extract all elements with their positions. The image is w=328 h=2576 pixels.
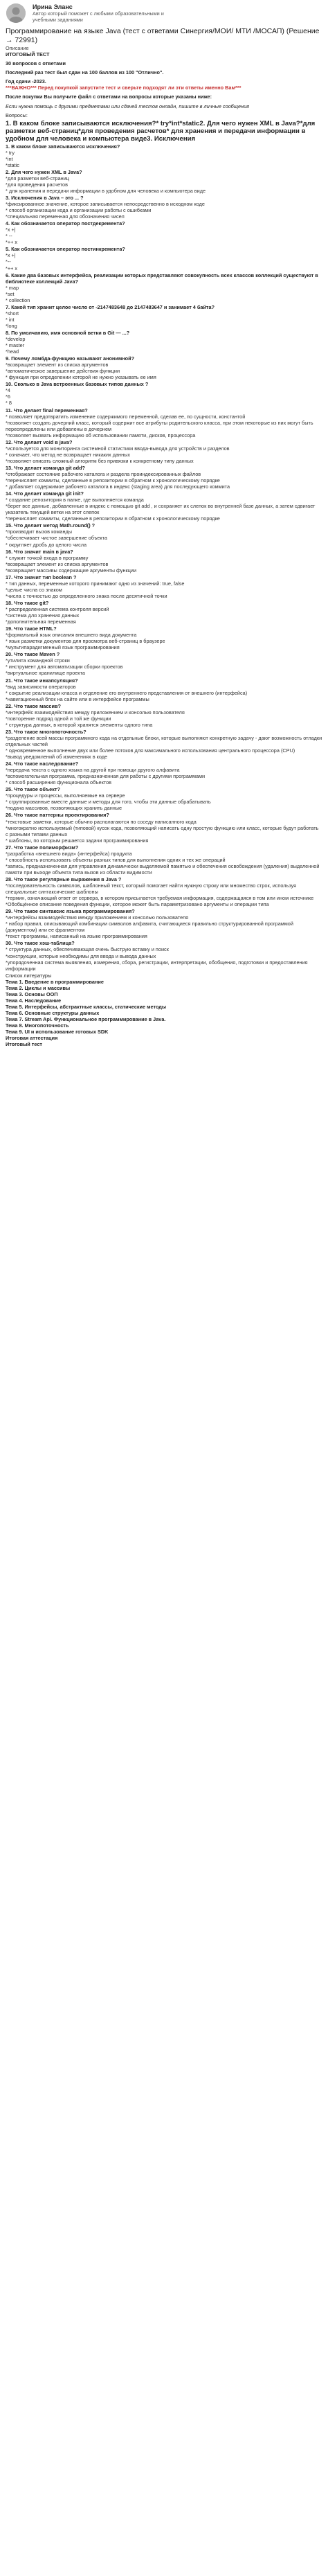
question-item (6, 439, 322, 464)
author-name[interactable]: Ирина Эланс (33, 3, 73, 10)
answer-option: * -- (6, 233, 12, 240)
topic-item: Тема 5. Интерфейсы, абстрактные классы, статические методы (6, 1003, 167, 1010)
topic-item: Тема 6. Основные структуры данных (6, 1009, 100, 1016)
description-label: Описание (6, 45, 29, 52)
final-test-heading: ИТОГОВЫЙ ТЕСТ (6, 51, 50, 58)
question-item (6, 195, 322, 220)
question-text: 10. Сколько в Java встроенных базовых типов данных ? (6, 381, 149, 388)
questions-count: 30 вопросов с ответами (6, 60, 66, 67)
answer-option: * для хранения и передачи информации в удобном для человека и компьютера виде (6, 187, 206, 194)
answer-option: *вид зависимости операторов (6, 683, 76, 690)
answer-option: *система для хранения данных (6, 612, 80, 619)
answer-option: * распределенная система контроля версий (6, 605, 109, 612)
question-item (6, 651, 322, 676)
answer-option: * map (6, 284, 19, 291)
answer-option: *возвращает элемент из списка аргументов (6, 560, 109, 567)
answer-option: *x +| (6, 226, 16, 233)
question-text: 28. Что такое регулярные выражения в Java ? (6, 876, 122, 882)
answer-option: *позволяет описать сложный алгоритм без привязки к конкретному типу данных (6, 457, 194, 464)
answer-option: * тип данных, переменные которого принимают одно из значений: true, false (6, 580, 185, 587)
answer-option: *текстовые заметки, которые обычно располагаются по соседу написанного кода (6, 818, 197, 825)
question-item (6, 381, 322, 406)
answer-option: *виртуальное хранилище проекта (6, 670, 85, 677)
answer-option: * int (6, 316, 15, 323)
topic-item: Итоговый тест (6, 1041, 42, 1048)
topic-item: Тема 4. Наследование (6, 997, 62, 1004)
answer-option: *фиксированное значение, которое записывается непосредственно в исходном коде (6, 201, 205, 208)
question-text: 9. Почему лямбда-функцию называют анонимной? (6, 355, 135, 362)
last-score: Последний раз тест был сдан на 100 баллов из 100 "Отлично". (6, 69, 164, 76)
answer-option: * способ расширения функционала объектов (6, 779, 112, 786)
answer-option: *разделение всей массы программного кода на отдельные блоки, которые выполняют конкретную задачу - дают возможность отладки отдельных частей (6, 734, 322, 747)
question-text: 13. Что делает команда git add? (6, 464, 85, 471)
question-text: 29. Что такое синтаксис языка программирования? (6, 908, 135, 915)
answer-option: * способ организации кода и организации работы с ошибками (6, 207, 152, 214)
question-item (6, 812, 322, 843)
answer-option: *set (6, 290, 15, 297)
questions-label: Вопросы: (6, 112, 28, 118)
answer-option: *отображает состояние рабочего каталога и раздела проиндексированных файлов (6, 471, 201, 477)
answer-option: * сгруппированные вместе данные и методы для того, чтобы эти данные обрабатывать (6, 799, 211, 806)
answer-option: * шаблоны, по которым решается задачи программирования (6, 837, 149, 844)
question-item (6, 786, 322, 811)
question-item (6, 272, 322, 303)
topic-item: Тема 9. UI и использование готовых SDK (6, 1029, 109, 1036)
topic-item: Итоговая аттестация (6, 1035, 58, 1042)
answer-option: *6 (6, 393, 10, 400)
answer-option: *целые числа со знаком (6, 586, 62, 593)
question-text: 16. Что значит main в java? (6, 548, 73, 555)
note: Если нужна помощь с другими предметами или сдачей тестов онлайн, пишите в личные сообщения (6, 103, 250, 109)
answer-option: *последовательность символов, шаблонный текст, который помогает найти нужную строку или множество строк, используя специальные синтаксические шаблоны (6, 882, 297, 896)
product-title: Программирование на языке Java (тест с ответами Синергия/МОИ/ МТИ /МОСАП) (Решение → 72991) (6, 27, 320, 44)
answer-option: *термин, означающий ответ от сервера, в котором присылается требуемая информация, содержащаяся в том или ином источнике (6, 895, 314, 902)
question-item (6, 246, 322, 271)
question-text: 1. В каком блоке записываются исключения? (6, 143, 120, 150)
topic-item: Тема 1. Введение в программирование (6, 978, 104, 985)
answer-option: *конструкции, которые необходимы для ввода и вывода данных (6, 952, 156, 959)
answer-option: *int (6, 155, 13, 162)
question-item (6, 625, 322, 650)
answer-option: * функция при определении которой не нужно указывать ее имя (6, 374, 156, 381)
warning: ***ВАЖНО*** Перед покупкой запустите тест и сверьте подходят ли эти ответы именно Вам*** (6, 85, 242, 91)
answer-option: *запись, предназначенная для управления динамически выделяемой памятью и обеспечения освобождения (удаления) выделенной памяти при выходе объекта типа вызов из области видимости (6, 862, 320, 876)
question-item (6, 844, 322, 876)
answer-option: *для разметки веб-страниц (6, 175, 69, 181)
question-item (6, 876, 322, 907)
answer-option: * добавляет содержимое рабочего каталога в индекс (staging area) для последующего коммита (6, 483, 230, 490)
question-text: 20. Что такое Maven ? (6, 651, 60, 658)
topic-item: Тема 7. Stream Api. Функциональное программирование в Java. (6, 1015, 166, 1022)
answer-option: *используется для мониторинга системной статистики ввода-вывода для устройств и разделов (6, 445, 230, 452)
answer-option: *для проведения расчетов (6, 181, 68, 188)
question-item (6, 330, 322, 355)
answer-option: *числа с точностью до определенного знака после десятичной точки (6, 592, 167, 599)
answer-option: * 8 (6, 400, 12, 407)
answer-option: *4 (6, 387, 10, 394)
question-text: 5. Как обозначается оператор постинкремента? (6, 246, 125, 253)
answer-option: *интерфейс взаимодействия между приложением и консолью пользователя (6, 709, 185, 716)
answer-option: *мультипарадигменный язык программирования (6, 644, 120, 651)
question-item (6, 729, 322, 760)
answer-option: *упорядоченная система выявления, измерения, сбора, регистрации, интерпретации, обобщения, подготовки и предоставления информации (6, 959, 308, 972)
answer-option: * способность использовать объекты разных типов для выполнения одних и тех же операций (6, 856, 226, 863)
question-item (6, 940, 322, 971)
answer-option: *дополнительная переменная (6, 619, 76, 625)
question-item (6, 304, 322, 329)
topic-item: Тема 2. Циклы и массивы (6, 984, 71, 991)
lectures-label: Список литературы (6, 972, 52, 979)
answer-option: * try (6, 149, 15, 156)
question-item (6, 761, 322, 785)
answer-option: * master (6, 342, 25, 349)
answer-option: * округляет дробь до целого числа (6, 541, 87, 548)
answer-option: *long (6, 322, 17, 329)
answer-option: *возвращает элемент из списка аргументов (6, 362, 109, 368)
question-text: 27. Что такое полиморфизм? (6, 844, 79, 851)
answer-option: *позволяет вызвать информацию об использовании памяти, дисков, процессора (6, 432, 196, 438)
question-text: 15. Что делает метод Math.round() ? (6, 522, 95, 529)
question-text: 3. Исключения в Java – это ... ? (6, 194, 84, 201)
summary-line: 1. В каком блоке записываются исключения?* try*int*static2. Для чего нужен XML в Java?*для разметки веб-страниц*для проведения расчетов* для хранения и передачи информации в удобном для человека и компьютера виде3. Исключения (6, 119, 316, 143)
answer-option: *интерфейсы взаимодействия между приложением и консолью пользователя (6, 914, 189, 921)
answer-option: *перечисляет коммиты, сделанные в репозитории в обратном к хронологическому порядке (6, 477, 220, 484)
answer-option: *вывод уведомлений об изменениях в коде (6, 754, 108, 761)
question-item (6, 220, 322, 245)
answer-option: *текст программы, написанный на языке программирования (6, 933, 147, 940)
answer-option: *берет все данные, добавленные в индекс с помощью git add , и сохраняет их слепок во внутренней базе данных, а затем сдвигает указатель текущей ветки на этот слепок (6, 503, 316, 516)
answer-option: * позволяет предотвратить изменение содержимого переменной, сделав ее, по сущности, константой (6, 413, 246, 420)
avatar-icon[interactable] (6, 3, 26, 23)
answer-option: *передача текста с одного языка на другой при помощи другого алфавита (6, 767, 180, 774)
answer-option: *++ x (6, 265, 18, 272)
answer-option: *навигационный блок на сайте или в интерфейсе программы (6, 695, 149, 702)
answer-option: *static (6, 161, 19, 168)
question-item (6, 465, 322, 490)
answer-option: *производит вызов команды (6, 528, 73, 535)
author-description: Автор который поможет с любыми образовательными и учебными заданиями (33, 10, 164, 23)
answer-option: *x +| (6, 252, 16, 259)
question-item (6, 703, 322, 728)
answer-option: *-- (6, 258, 11, 265)
answer-option: *специальная переменная для обозначения чисел (6, 213, 125, 220)
question-text: 30. Что такое хэш-таблица? (6, 940, 75, 947)
answer-option: *возвращает массивы содержащие аргументы функции (6, 567, 137, 574)
question-item (6, 908, 322, 939)
question-text: 11. Что делает final переменная? (6, 407, 88, 414)
question-text: 26. Что такое паттерны проектирования? (6, 812, 109, 819)
answer-option: *процедуры и процессы, выполняемые на сервере (6, 792, 125, 799)
question-text: 17. Что значит тип boolean ? (6, 574, 77, 580)
person-silhouette-icon (6, 3, 26, 23)
question-text: 19. Что такое HTML? (6, 625, 57, 632)
question-item (6, 143, 322, 168)
question-item (6, 490, 322, 522)
answer-option: * структура данных, обеспечивающая очень быструю вставку и поиск (6, 946, 169, 953)
question-text: 6. Какие два базовых интерфейса, реализации которых представляют совокупность всех классов коллекций существуют в библиотеке коллекций Java? (6, 272, 318, 285)
question-text: 12. Что делает void в java? (6, 438, 73, 445)
answer-option: *позволяет создать дочерний класс, который содержит все атрибуты родительского класса, при этом некоторые из них могут быть переопределены или добавлены в дочернем (6, 419, 313, 432)
answer-option: * одновременное выполнение двух или более потоков для максимального использования центрального процессора (CPU) (6, 747, 295, 754)
question-text: 21. Что такое инкапсуляция? (6, 677, 78, 684)
answer-option: * инструмент для автоматизации сборки проектов (6, 664, 123, 670)
topic-item: Тема 3. Основы ООП (6, 991, 58, 997)
answer-option: * структура данных, в которой хранятся элементы одного типа (6, 721, 153, 728)
answer-option: *утилита командной строки (6, 657, 70, 664)
answer-option: *develop (6, 336, 26, 343)
question-text: 2. Для чего нужен XML в Java? (6, 168, 82, 175)
question-item (6, 549, 322, 574)
answer-option: * сокрытие реализации класса и отделение его внутреннего представления от внешнего (интерфейса) (6, 689, 248, 696)
answer-option: *обеспечивает чистое завершение объекта (6, 535, 107, 542)
answer-option: *вспомогательная программа, предназначенная для работы с другими программами (6, 773, 206, 780)
questions-list (6, 143, 322, 972)
answer-option: * создание репозитория в папке, где выполняется команда (6, 497, 144, 504)
question-text: 25. Что такое объект? (6, 786, 60, 793)
question-text: 24. Что такое наследование? (6, 761, 79, 767)
topics-list (6, 979, 322, 1048)
answer-option: *++ x (6, 239, 18, 246)
topic-item: Тема 8. Многопоточность (6, 1022, 69, 1029)
question-item (6, 574, 322, 599)
question-item (6, 677, 322, 702)
after-purchase: После покупки Вы получите файл с ответами на вопросы которые указаны ниже: (6, 94, 212, 100)
answer-option: * набор правил, описывающий комбинации символов алфавита, считающиеся правильно структурированной программой (документом) или ее фрагментом (6, 921, 293, 934)
question-text: 18. Что такое git? (6, 599, 49, 606)
author-card (6, 3, 322, 26)
answer-option: *head (6, 348, 19, 355)
question-text: 4. Как обозначается оператор постдекремента? (6, 220, 125, 227)
answer-option: *многократно используемый (типовой) кусок кода, позволяющий написать одну простую функцию или класс, которые будут работать с разными типами данных (6, 824, 319, 837)
question-text: 22. Что такое массив? (6, 702, 61, 709)
answer-option: * язык разметки документов для просмотра веб-страниц в браузере (6, 638, 165, 645)
question-item (6, 600, 322, 625)
question-item (6, 355, 322, 380)
answer-option: *Обобщённое описание поведения функции, которое может быть параметризовано аргументы и операции типа (6, 901, 269, 908)
question-item (6, 169, 322, 194)
answer-option: *перечисляет коммиты, сделанные в репозитории в обратном к хронологическому порядке (6, 515, 220, 522)
question-text: 23. Что такое многопоточность? (6, 728, 86, 735)
answer-option: *short (6, 310, 19, 317)
question-text: 8. По умолчанию, имя основной ветки в Git — ...? (6, 329, 130, 336)
answer-option: *формальный язык описания внешнего вида документа (6, 632, 137, 639)
year: Год сдачи -2023. (6, 78, 46, 85)
question-text: 14. Что делает команда git init? (6, 490, 84, 497)
answer-option: *разработка «внешнего вида» (интерфейса) продукта (6, 850, 132, 857)
answer-option: *подача массивов, позволяющих хранить данные (6, 805, 122, 812)
answer-option: * означает, что метод не возвращает никаких данных (6, 451, 131, 458)
question-text: 7. Какой тип хранит целое число от -2147483648 до 2147483647 и занимает 4 байта? (6, 303, 215, 310)
question-item (6, 522, 322, 547)
answer-option: * collection (6, 296, 30, 303)
answer-option: * служит точкой входа в программу (6, 554, 89, 561)
page (0, 0, 328, 1047)
answer-option: *автоматическое завершение действия функции (6, 368, 120, 375)
question-item (6, 407, 322, 438)
answer-option: *повторение подряд одной и той же функции (6, 715, 111, 722)
